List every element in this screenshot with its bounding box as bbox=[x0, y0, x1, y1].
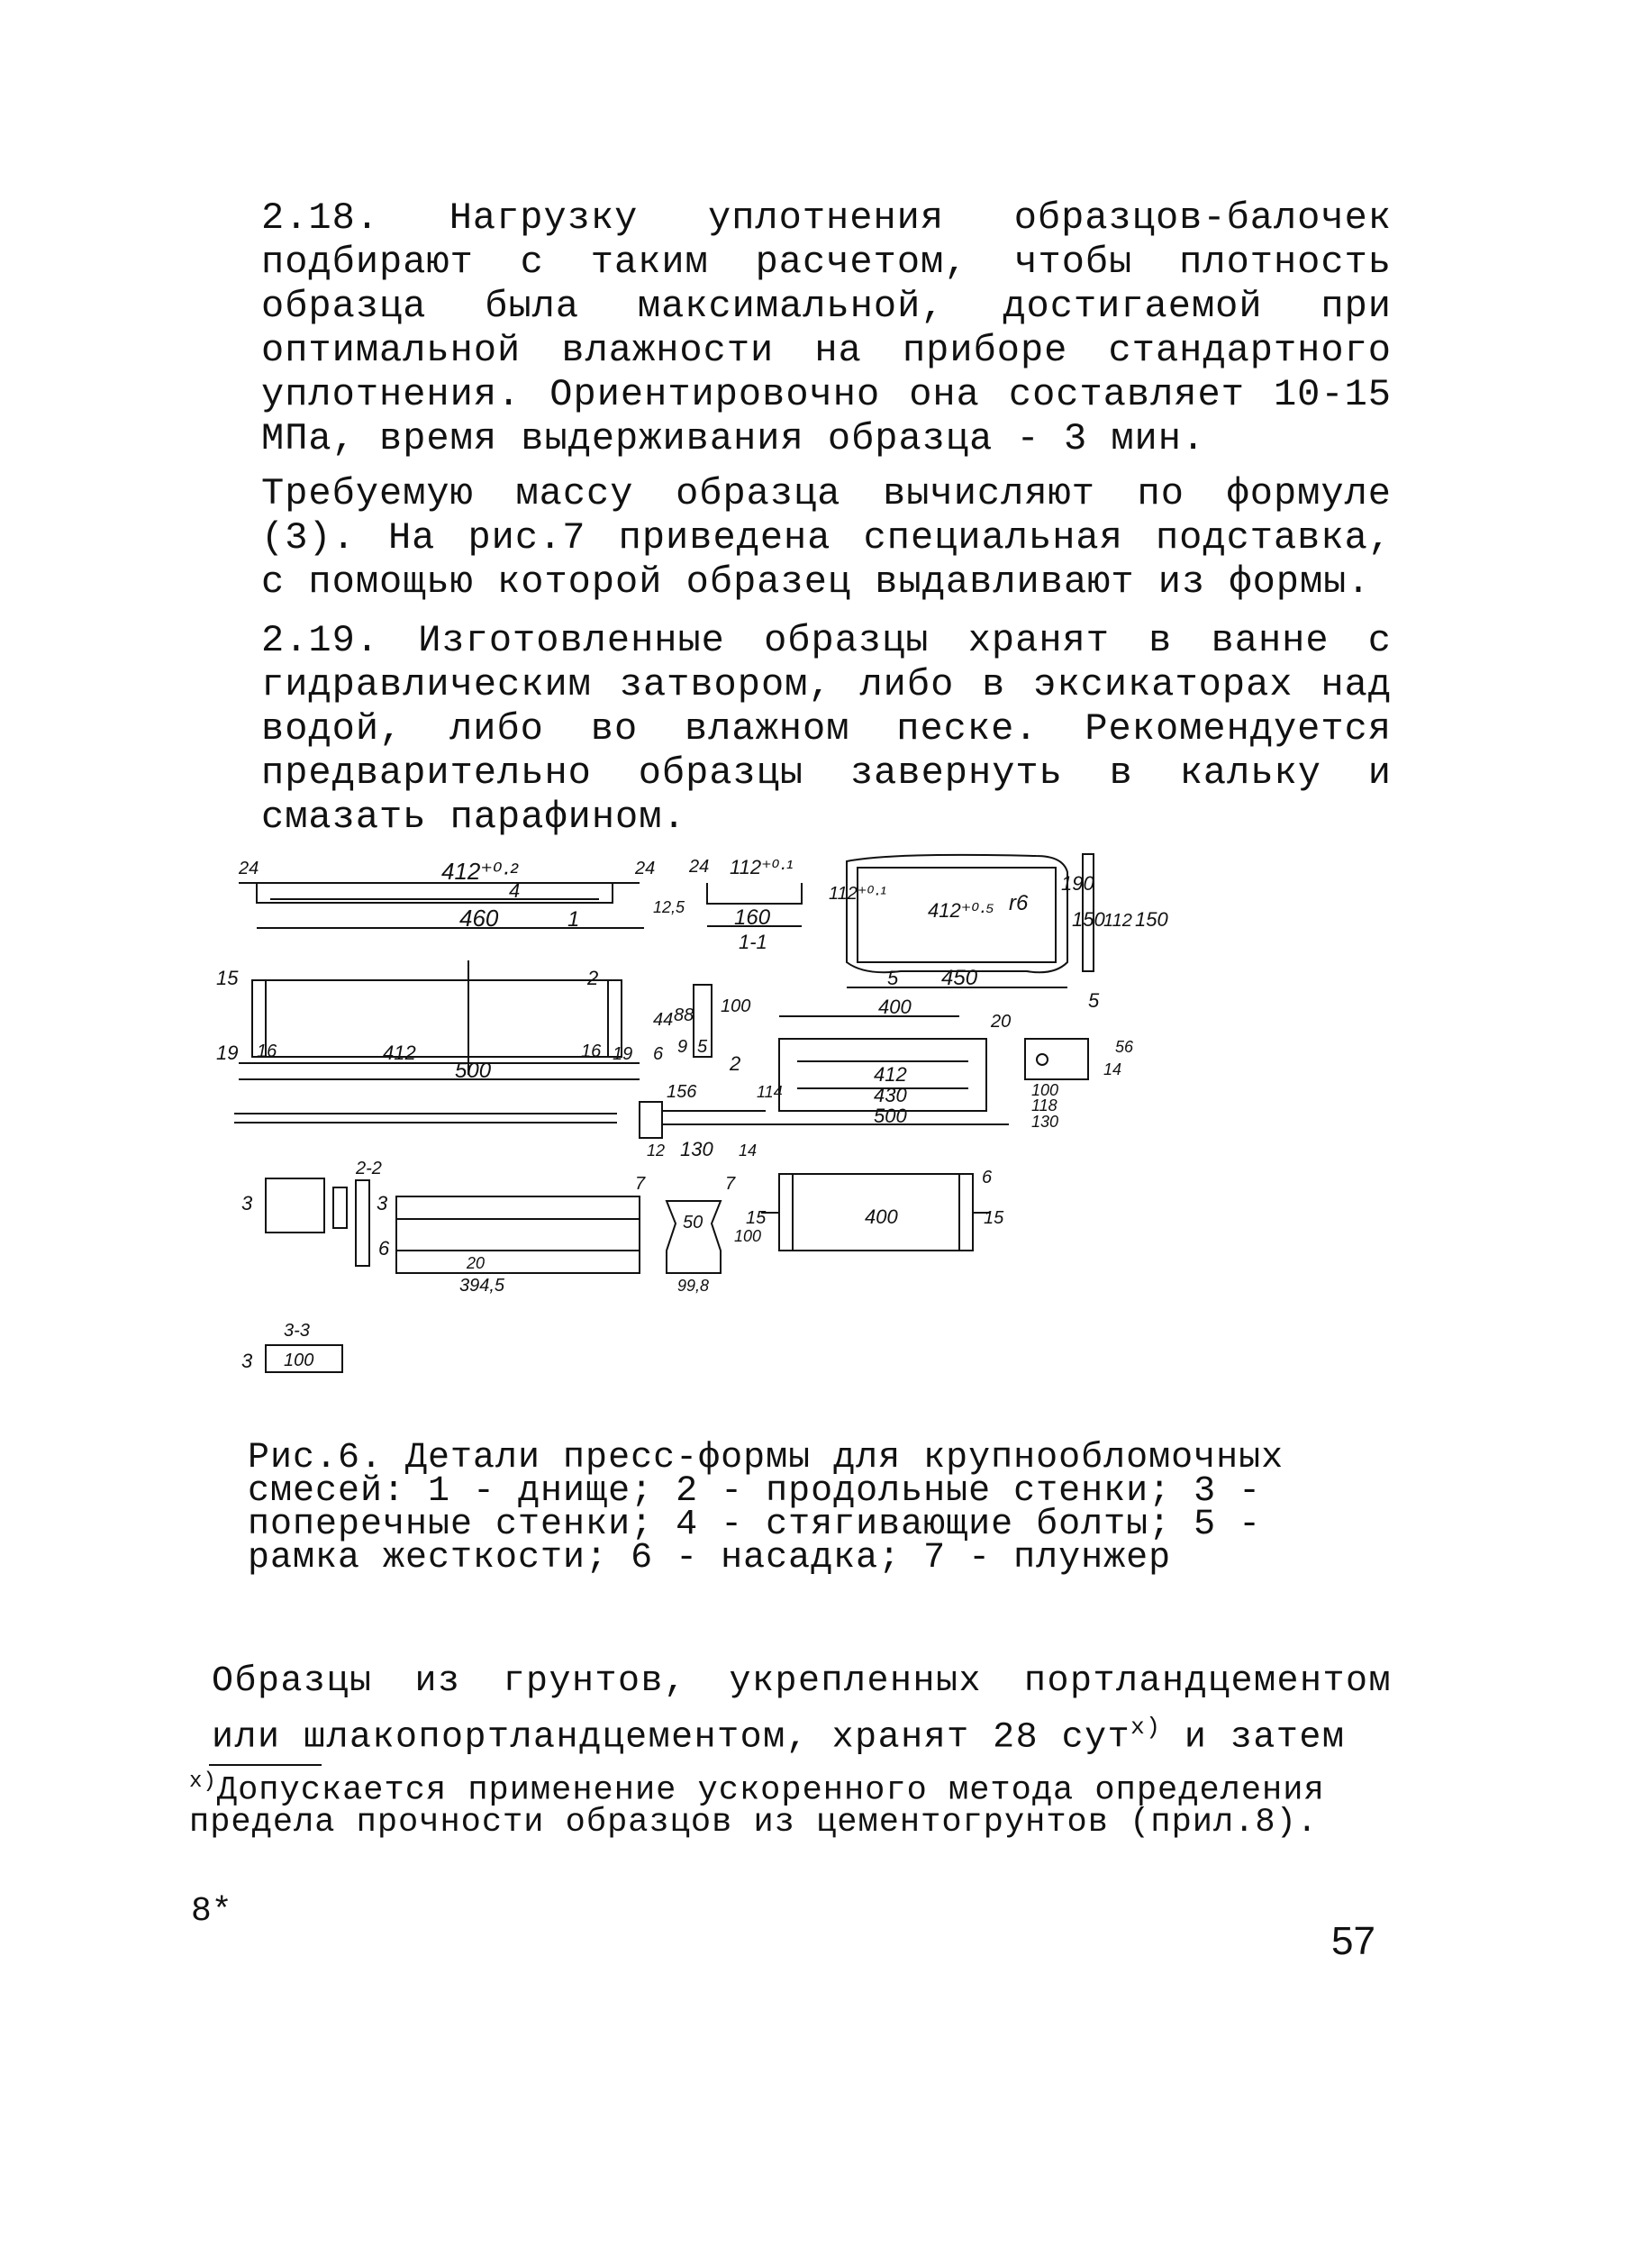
label-160: 160 bbox=[734, 905, 771, 930]
figure-caption: Рис.6. Детали пресс-формы для крупнообломочных смесей: 1 - днище; 2 - продольные стенки; 3 - поперечные стенки; 4 - стягивающие болты; 5 - рамка жесткости; 6 - насадка; 7 - плунжер bbox=[248, 1438, 1284, 1578]
label-3a: 3 bbox=[241, 1192, 253, 1214]
label-3b: 3 bbox=[377, 1192, 388, 1214]
drawing-plunger bbox=[667, 1174, 761, 1295]
label-4: 4 bbox=[509, 879, 521, 902]
label-2b: 2 bbox=[730, 1052, 741, 1075]
label-99-8: 99,8 bbox=[677, 1277, 710, 1295]
paragraph-storage bbox=[212, 1660, 1392, 1760]
drawing-assembled-mold bbox=[746, 1168, 1004, 1251]
label-460: 460 bbox=[459, 905, 499, 932]
paragraph-mass-formula: Требуемую массу образца вычисляют по формуле (3). На рис.7 приведена специальная подставка, с помощью которой образец выдавливают из формы. bbox=[261, 472, 1392, 604]
label-20b: 20 bbox=[467, 1254, 486, 1272]
label-16a: 16 bbox=[257, 1042, 277, 1061]
label-7b: 7 bbox=[725, 1174, 736, 1194]
label-394-5: 394,5 bbox=[459, 1276, 505, 1296]
label-150: 150 bbox=[1072, 908, 1105, 931]
label-150-r: 150 bbox=[1135, 908, 1168, 931]
storage-text: Образцы из грунтов, укрепленных портландцементом или шлакопортландцементом, хранят 28 сут bbox=[212, 1661, 1392, 1759]
label-20: 20 bbox=[991, 1012, 1012, 1032]
label-14b: 14 bbox=[739, 1142, 758, 1160]
label-44: 44 bbox=[653, 1010, 674, 1030]
label-24c: 24 bbox=[689, 857, 710, 877]
label-412-frame: 412⁺⁰·⁵ bbox=[928, 899, 994, 922]
label-156: 156 bbox=[667, 1082, 697, 1102]
label-24b: 24 bbox=[635, 859, 656, 878]
label-100c: 100 bbox=[284, 1351, 314, 1370]
label-5c: 5 bbox=[697, 1037, 708, 1057]
label-88: 88 bbox=[674, 1005, 694, 1025]
label-430: 430 bbox=[874, 1084, 907, 1106]
label-450: 450 bbox=[941, 966, 978, 990]
label-190: 190 bbox=[1061, 872, 1094, 895]
storage-tail: и затем bbox=[1161, 1717, 1346, 1759]
label-500: 500 bbox=[455, 1059, 492, 1083]
label-7a: 7 bbox=[635, 1174, 646, 1194]
drawing-nozzle bbox=[761, 996, 1134, 1131]
label-12: 12 bbox=[647, 1142, 666, 1160]
label-412-mid: 412 bbox=[383, 1042, 416, 1064]
label-2-2: 2-2 bbox=[356, 1159, 382, 1178]
paragraph-2-18: 2.18. Нагрузку уплотнения образцов-балочек подбирают с таким расчетом, чтобы плотность образца была максимальной, достигаемой при оптимальной влажности на приборе стандартного уплотнения. Ориентировочно она составляет 10-15 МПа, время выдерживания образца - 3 мин. bbox=[261, 196, 1392, 460]
drawing-stiffness-frame bbox=[847, 854, 1168, 1012]
label-114: 114 bbox=[757, 1083, 783, 1101]
label-412-b: 412 bbox=[874, 1063, 907, 1086]
page-number: 57 bbox=[1331, 1919, 1375, 1963]
label-6b: 6 bbox=[378, 1237, 390, 1260]
label-24a: 24 bbox=[239, 859, 259, 878]
label-100: 100 bbox=[721, 996, 751, 1016]
drawing-bottom-plate bbox=[238, 858, 685, 932]
label-400: 400 bbox=[878, 996, 912, 1018]
drawing-section-3-3 bbox=[241, 1321, 342, 1372]
label-15c: 15 bbox=[984, 1208, 1004, 1228]
label-19a: 19 bbox=[216, 1042, 239, 1064]
label-3-3: 3-3 bbox=[284, 1321, 310, 1341]
label-2a: 2 bbox=[587, 967, 599, 989]
label-112-top: 112⁺⁰·¹ bbox=[730, 856, 794, 878]
label-50: 50 bbox=[683, 1213, 703, 1233]
paragraph-2-19: 2.19. Изготовленные образцы хранят в ванне с гидравлическим затвором, либо в эксикаторах над водой, либо во влажном песке. Рекомендуется предварительно образцы завернуть в кальку и смазать парафином. bbox=[261, 619, 1392, 839]
label-1-1: 1-1 bbox=[739, 931, 767, 953]
drawing-side-profile bbox=[674, 985, 750, 1075]
drawing-bolt bbox=[234, 1082, 783, 1160]
label-15: 15 bbox=[216, 967, 239, 989]
label-19b: 19 bbox=[613, 1044, 633, 1064]
label-6c: 6 bbox=[982, 1168, 993, 1187]
label-100b: 100 bbox=[734, 1227, 762, 1245]
label-9: 9 bbox=[677, 1037, 688, 1057]
label-r6: r6 bbox=[1009, 891, 1029, 915]
label-1: 1 bbox=[567, 907, 580, 932]
label-5b: 5 bbox=[1088, 989, 1100, 1012]
drawing-side-wall bbox=[396, 1174, 646, 1296]
drawing-section-2-2 bbox=[241, 1159, 390, 1266]
footnote-ref: х) bbox=[1130, 1714, 1162, 1741]
label-130: 130 bbox=[680, 1138, 713, 1160]
label-12-5: 12,5 bbox=[653, 898, 685, 916]
footnote-marker: х) bbox=[189, 1769, 217, 1794]
label-130-s: 130 bbox=[1031, 1113, 1059, 1131]
label-14: 14 bbox=[1103, 1060, 1122, 1078]
label-56: 56 bbox=[1115, 1038, 1134, 1056]
label-3c: 3 bbox=[241, 1350, 253, 1372]
label-400b: 400 bbox=[865, 1205, 898, 1228]
label-112-r: 112 bbox=[1103, 911, 1132, 931]
label-16b: 16 bbox=[581, 1042, 602, 1061]
label-15b: 15 bbox=[746, 1208, 767, 1228]
label-6: 6 bbox=[653, 1044, 664, 1064]
signature-mark: 8* bbox=[191, 1892, 232, 1931]
label-5a: 5 bbox=[887, 967, 899, 989]
footnote-text: Допускается применение ускоренного метода определения предела прочности образцов из цементогрунтов (прил.8). bbox=[189, 1771, 1325, 1842]
label-100-s: 100 bbox=[1031, 1081, 1059, 1099]
label-500-b: 500 bbox=[874, 1105, 907, 1127]
footnote bbox=[189, 1766, 1396, 1842]
technical-drawing bbox=[216, 827, 1387, 1417]
label-112-side: 112⁺⁰·¹ bbox=[829, 884, 886, 904]
label-412-top: 412⁺⁰·² bbox=[441, 858, 518, 885]
label-118: 118 bbox=[1031, 1096, 1057, 1114]
drawing-plan-view bbox=[216, 960, 673, 1083]
